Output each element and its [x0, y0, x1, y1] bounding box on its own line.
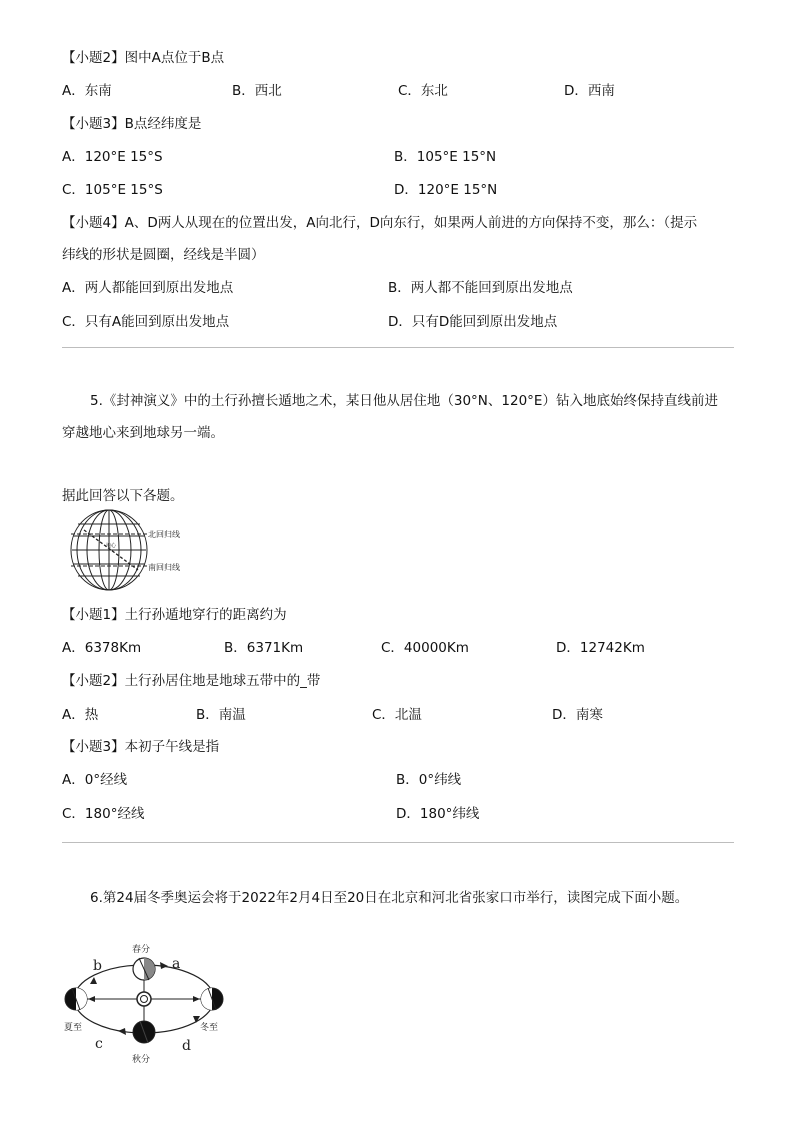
q4-sub3-option-c: C．105°E 15°S: [62, 182, 163, 198]
q5-globe-figure: [64, 506, 204, 596]
q4-sub3-option-d: D．120°E 15°N: [394, 182, 498, 198]
arrow-left-icon: [88, 996, 95, 1002]
q5-sub2-option-b: B．南温: [196, 707, 246, 723]
earth-center-label: 地心: [106, 543, 117, 549]
q4-sub3-option-b: B．105°E 15°N: [394, 149, 497, 165]
q4-sub4-stem-line1: 【小题4】A、D两人从现在的位置出发，A向北行，D向东行，如果两人前进的方向保持不变，那么：（提示: [62, 215, 698, 231]
earth-spring-icon: [133, 958, 155, 980]
q6-intro: 6.第24届冬季奥运会将于2022年2月4日至20日在北京和河北省张家口市举行，读图完成下面小题。: [90, 890, 689, 906]
q4-sub2-option-c: C．东北: [398, 83, 448, 99]
q4-sub2-option-d: D．西南: [564, 83, 615, 99]
q4-sub2-option-b: B．西北: [232, 83, 282, 99]
q5-sub1-option-a: A．6378Km: [62, 640, 142, 656]
q5-intro-line2: 穿越地心来到地球另一端。: [62, 425, 224, 441]
label-d: d: [182, 1038, 191, 1054]
earth-autumn-icon: [133, 1021, 155, 1043]
label-c: c: [95, 1036, 103, 1052]
earth-winter-icon: [201, 988, 223, 1010]
q5-intro-line1: 5.《封神演义》中的土行孙擅长遁地之术，某日他从居住地（30°N、120°E）钻入地底始终保持直线前进: [90, 393, 718, 409]
q4-sub4-option-c: C．只有A能回到原出发地点: [62, 314, 230, 330]
q4-sub4-option-b: B．两人都不能回到原出发地点: [388, 280, 573, 296]
q5-sub2-option-c: C．北温: [372, 707, 422, 723]
label-b: b: [93, 958, 102, 974]
orbit-arrow-icon: [90, 977, 97, 984]
label-spring: 春分: [132, 945, 151, 955]
q5-sub3-option-b: B．0°纬线: [396, 772, 462, 788]
arrow-right-icon: [193, 996, 200, 1002]
earth-summer-icon: [65, 988, 87, 1010]
orbit-arrow-icon: [160, 962, 168, 969]
label-summer: 夏至: [64, 1023, 83, 1033]
label-autumn: 秋分: [132, 1055, 151, 1065]
q4-sub3-stem: 【小题3】B点经纬度是: [62, 116, 202, 132]
q5-prompt: 据此回答以下各题。: [62, 488, 184, 504]
q4-sub4-stem-line2: 纬线的形状是圆圈，经线是半圆）: [62, 247, 265, 263]
label-a: a: [172, 956, 181, 972]
q6-orbit-figure: [60, 938, 240, 1068]
q4-sub2-option-a: A．东南: [62, 83, 112, 99]
section-divider: [62, 347, 734, 348]
q5-sub2-stem: 【小题2】土行孙居住地是地球五带中的_带: [62, 673, 321, 689]
q5-sub1-option-b: B．6371Km: [224, 640, 304, 656]
q5-sub1-option-c: C．40000Km: [381, 640, 469, 656]
section-divider: [62, 842, 734, 843]
q5-sub3-option-d: D．180°纬线: [396, 806, 480, 822]
q5-sub3-option-a: A．0°经线: [62, 772, 128, 788]
q4-sub3-option-a: A．120°E 15°S: [62, 149, 163, 165]
q5-sub2-option-d: D．南寒: [552, 707, 603, 723]
q4-sub4-option-a: A．两人都能回到原出发地点: [62, 280, 234, 296]
q5-sub3-stem: 【小题3】本初子午线是指: [62, 739, 220, 755]
q4-sub4-option-d: D．只有D能回到原出发地点: [388, 314, 558, 330]
q5-sub1-option-d: D．12742Km: [556, 640, 645, 656]
label-winter: 冬至: [200, 1023, 219, 1033]
tropic-n-label: 北回归线: [148, 530, 180, 539]
q5-sub3-option-c: C．180°经线: [62, 806, 145, 822]
orbit-arrow-icon: [118, 1028, 126, 1035]
q4-sub2-stem: 【小题2】图中A点位于B点: [62, 50, 225, 66]
q5-sub1-stem: 【小题1】土行孙遁地穿行的距离约为: [62, 607, 287, 623]
tropic-s-label: 南回归线: [148, 563, 180, 572]
q5-sub2-option-a: A．热: [62, 707, 99, 723]
